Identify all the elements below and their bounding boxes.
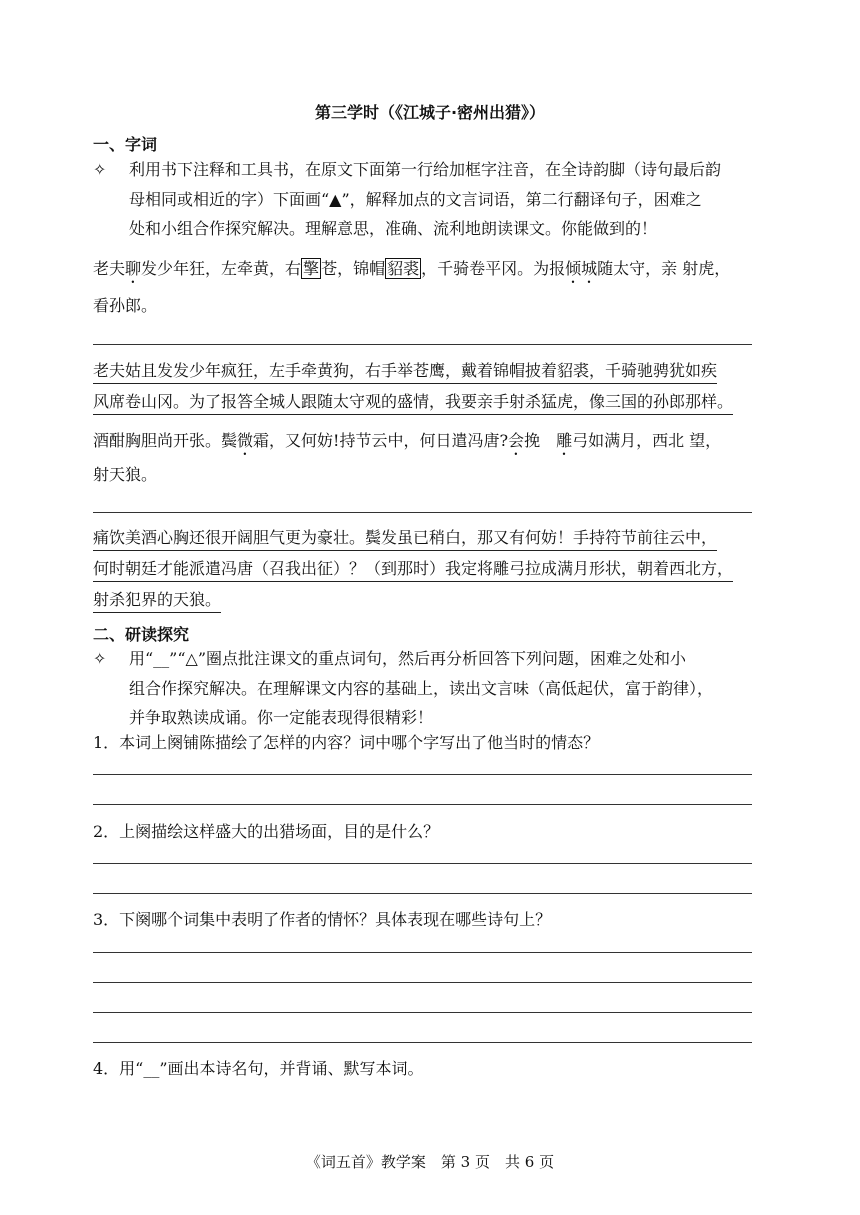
dotted-word: 聊: [125, 259, 142, 278]
section-heading-study: 二、研读探究: [93, 625, 190, 644]
verse-line-1: 老夫聊发少年狂，左牵黄，右 擎 苍，锦帽 貂裘 ，千骑卷平冈。为报倾城随太守，亲 射虎，: [93, 259, 731, 278]
verse-line-2-cont: 射天狼。: [93, 465, 158, 484]
boxed-character: 擎: [303, 259, 320, 278]
answer-line: [93, 982, 752, 983]
dotted-word: 微: [237, 431, 254, 450]
translation-2: [93, 522, 773, 615]
instruction-line: 并争取熟读成诵。你一定能表现得很精彩！: [129, 708, 434, 727]
instruction-line: 用“__”“△”圈点批注课文的重点词句，然后再分析回答下列问题，困难之处和小: [129, 649, 687, 668]
question-4: 4．用“__”画出本诗名句，并背诵、默写本词。: [93, 1059, 424, 1078]
translation-line: 风席卷山冈。为了报答全城人跟随太守观的盛情，我要亲手射杀猛虎，像三国的孙郎那样。: [93, 391, 733, 415]
answer-line: [93, 952, 752, 953]
dotted-word: 雕: [556, 431, 573, 450]
dotted-word: 倾城: [565, 259, 598, 278]
verse-line-1-cont: 看孙郎。: [93, 296, 158, 315]
answer-line: [93, 1012, 752, 1013]
question-1: 1．本词上阕铺陈描绘了怎样的内容？词中哪个字写出了他当时的情态？: [93, 733, 600, 752]
section-heading-vocabulary: 一、字词: [93, 135, 158, 154]
question-3: 3．下阕哪个词集中表明了作者的情怀？具体表现在哪些诗句上？: [93, 910, 552, 929]
answer-line: [93, 512, 752, 513]
translation-line: 何时朝廷才能派遣冯唐（召我出征）？（到那时）我定将雕弓拉成满月形状，朝着西北方，: [93, 558, 733, 582]
answer-line: [93, 774, 752, 775]
instruction-line: 利用书下注释和工具书，在原文下面第一行给加框字注音，在全诗韵脚（诗句最后韵: [129, 160, 722, 179]
instruction-line: 母相同或相近的字）下面画“▲”，解释加点的文言词语，第二行翻译句子，困难之: [129, 189, 702, 209]
page-title: 第三学时（《江城子·密州出猎》）: [314, 103, 546, 122]
instruction-line: 处和小组合作探究解决。理解意思，准确、流利地朗读课文。你能做到的！: [129, 219, 658, 238]
translation-line: 射杀犯界的天狼。: [93, 589, 221, 613]
boxed-character: 貂裘: [387, 259, 420, 278]
section2-instruction: [129, 644, 769, 733]
answer-line: [93, 1042, 752, 1043]
answer-line: [93, 344, 752, 345]
answer-line: [93, 893, 752, 894]
answer-line: [93, 804, 752, 805]
answer-line: [93, 863, 752, 864]
question-2: 2．上阕描绘这样盛大的出猎场面，目的是什么？: [93, 822, 440, 841]
dotted-word: 会: [508, 431, 525, 450]
instruction-line: 组合作探究解决。在理解课文内容的基础上，读出文言味（高低起伏，富于韵律），: [129, 678, 714, 698]
translation-line: 老夫姑且发发少年疯狂，左手牵黄狗，右手举苍鹰，戴着锦帽披着貂裘，千骑驰骋犹如疾: [93, 360, 717, 384]
bullet-diamond-icon: ✧: [93, 649, 107, 668]
bullet-diamond-icon: ✧: [93, 160, 107, 179]
page-footer: 《词五首》教学案 第 3 页 共 6 页: [305, 1153, 555, 1171]
verse-line-2: 酒酣胸胆尚开张。鬓微霜，又何妨!持节云中，何日遣冯唐?会挽 雕弓如满月，西北 望，: [93, 431, 722, 450]
section1-instruction: [129, 155, 769, 244]
translation-line: 痛饮美酒心胸还很开阔胆气更为豪壮。鬓发虽已稍白，那又有何妨！手持符节前往云中，: [93, 527, 717, 551]
translation-1: [93, 355, 773, 417]
